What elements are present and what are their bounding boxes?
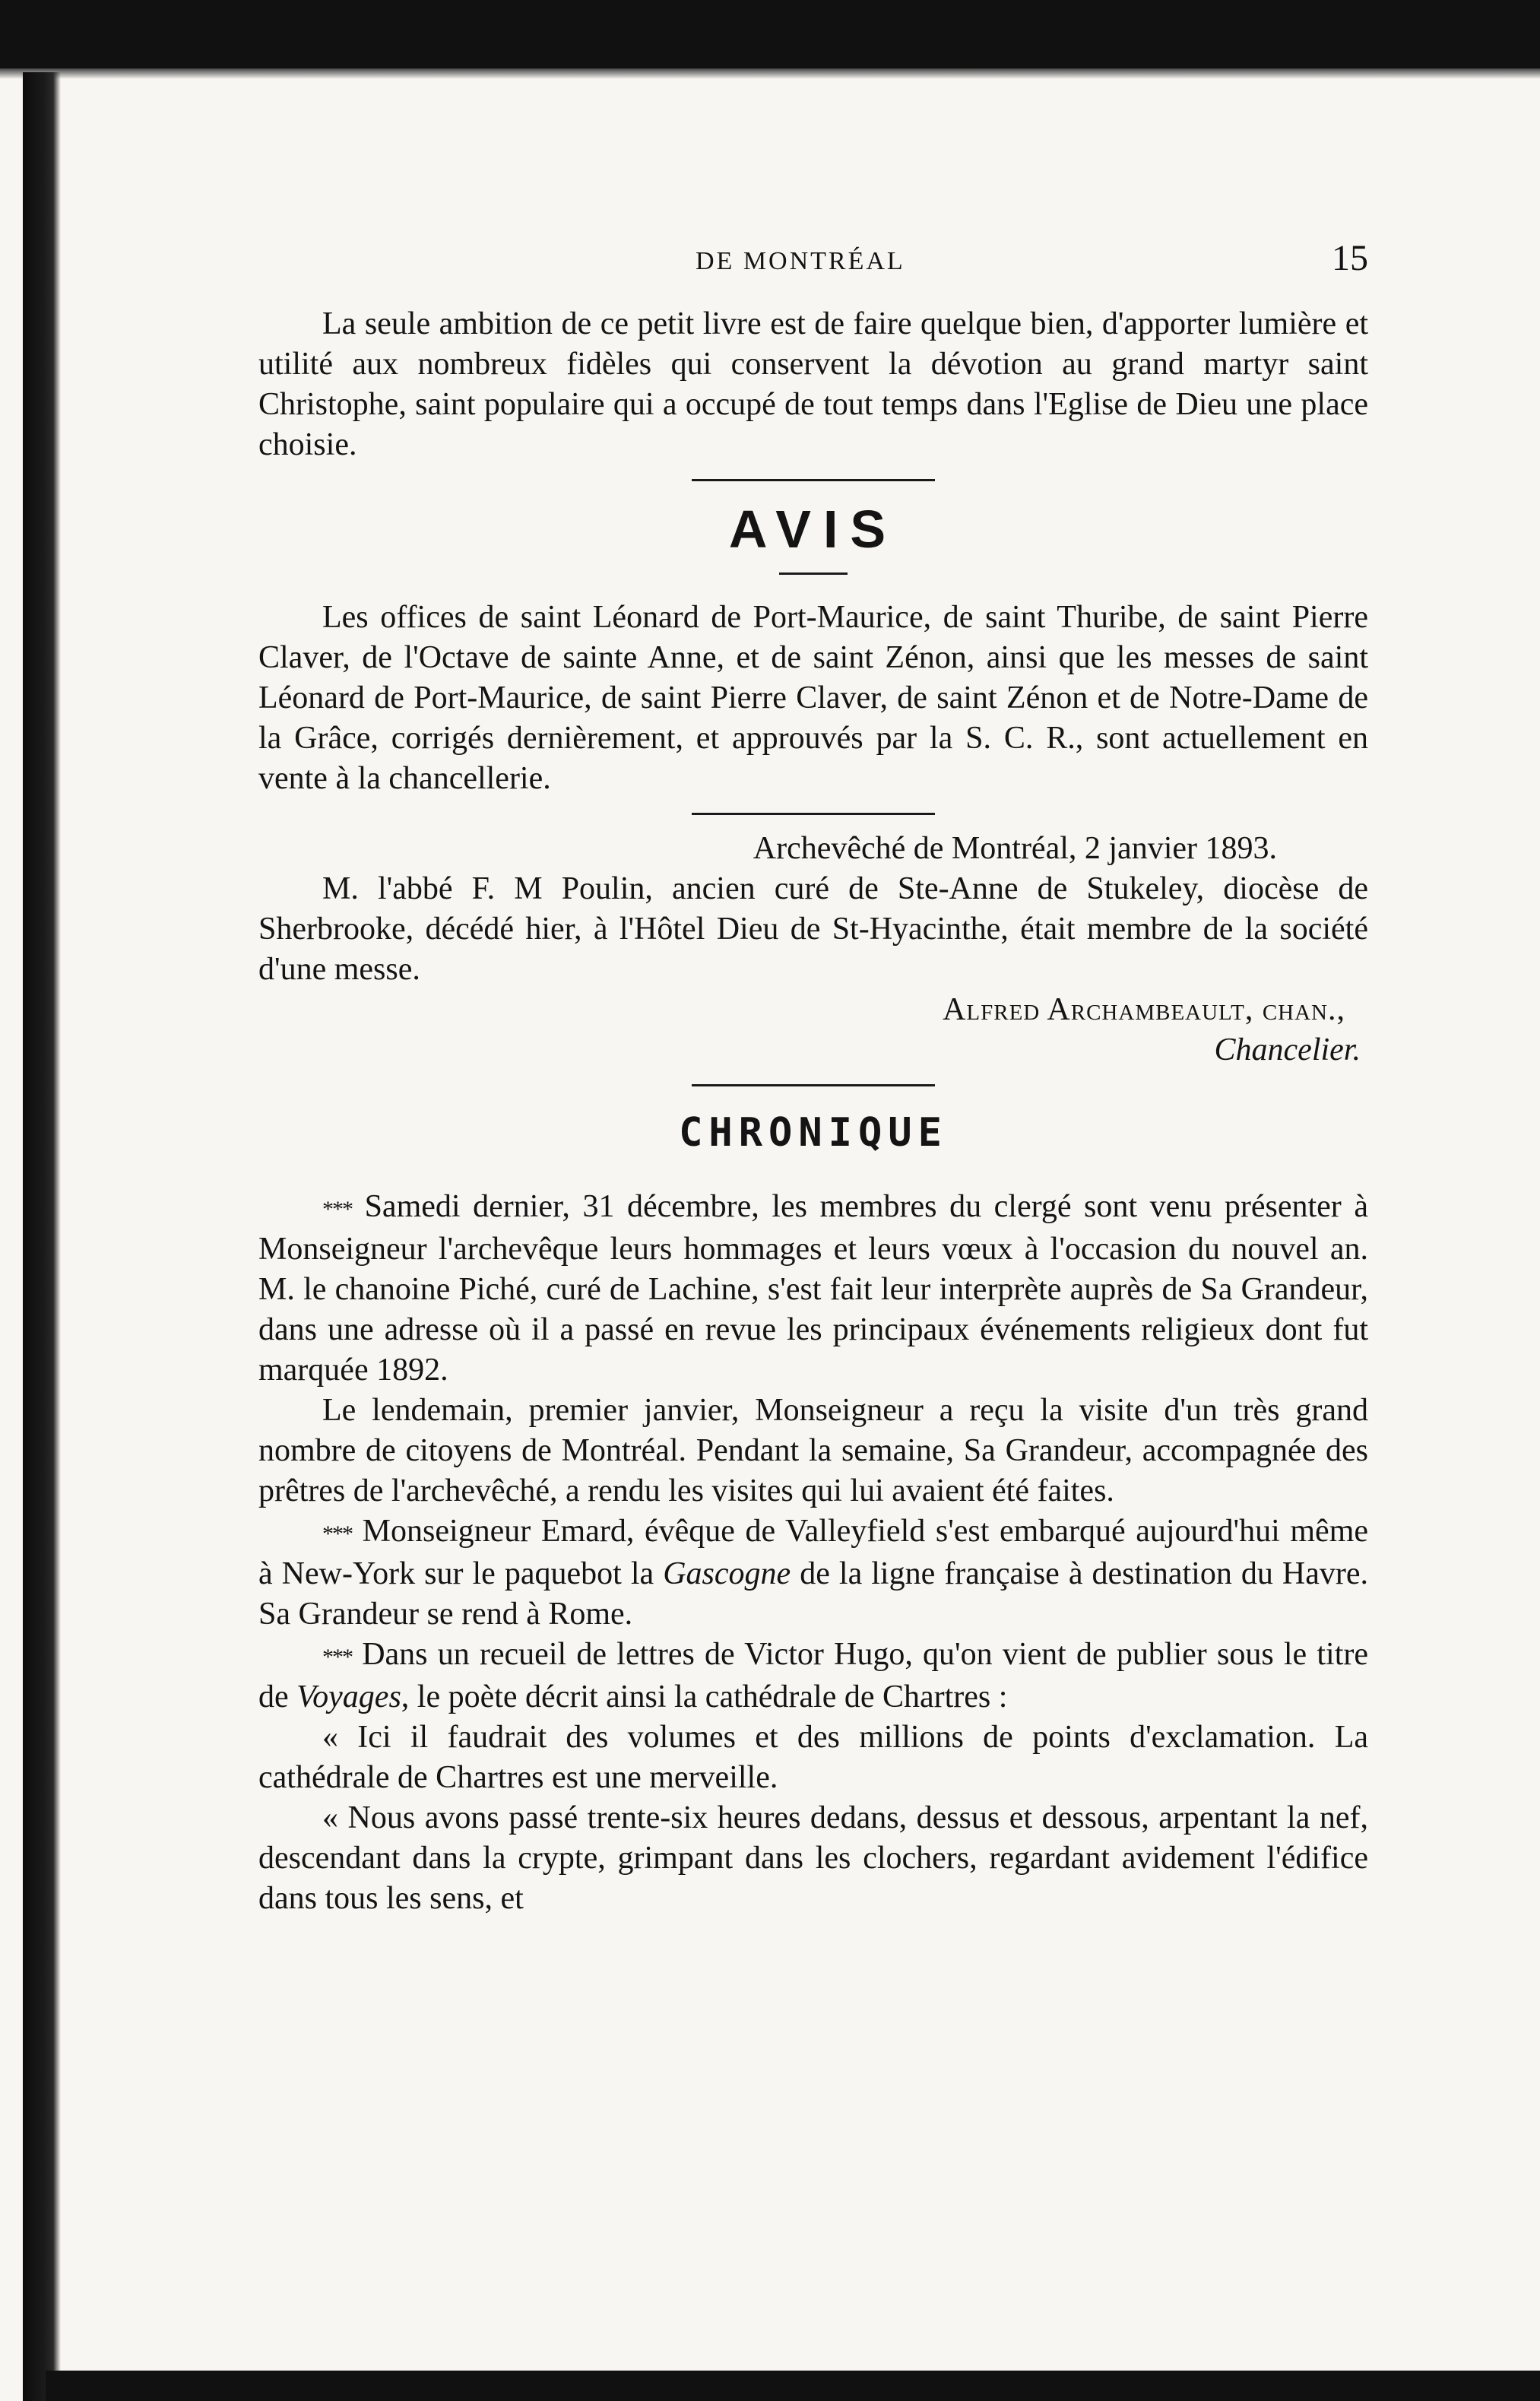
chronique-paragraph-5: « Ici il faudrait des volumes et des millions de points d'exclamation. La cathédrale de Chartres est une merveille. <box>258 1719 1368 1795</box>
page-content <box>258 220 1368 1919</box>
running-title: DE MONTRÉAL <box>696 247 905 275</box>
chronique-paragraph-6: « Nous avons passé trente-six heures dedans, dessus et dessous, arpentant la nef, descendant dans la crypte, grimpant dans les clochers, regardant avidement l'édifice dans tous les sens, et <box>258 1800 1368 1916</box>
signature-name-text: Alfred Archambeault, chan., <box>943 992 1345 1027</box>
chronique-text-3b: de la ligne française à destination du Havre. Sa Grandeur se rend à Rome. <box>258 1556 1369 1632</box>
section-divider <box>692 479 935 481</box>
avis-notice: M. l'abbé F. M Poulin, ancien curé de Ste-Anne de Stukeley, diocèse de Sherbrooke, décédé hier, à l'Hôtel Dieu de St-Hyacinthe, était membre de la société d'une messe. <box>258 871 1368 987</box>
asterism-icon: *** <box>322 1196 352 1222</box>
book-title: Voyages <box>296 1679 401 1714</box>
scan-left-border <box>23 72 61 2401</box>
scan-top-shadow <box>0 68 1540 79</box>
chronique-text-1: Samedi dernier, 31 décembre, les membres du clergé sont venu présenter à Monseigneur l'archevêque leurs hommages et leurs vœux à l'occasion du nouvel an. M. le chanoine Piché, curé de Lachine, s'est fait leur interprète auprès de Sa Grandeur, dans une adresse où il a passé en revue les principaux événements religieux dont fut marquée 1892. <box>258 1189 1368 1388</box>
page-header <box>258 220 1368 304</box>
scan-bottom-border <box>46 2371 1540 2401</box>
chronique-text-4a: Dans un recueil de lettres de Victor Hugo, qu'on vient de publier sous le titre de <box>258 1636 1369 1714</box>
section-divider <box>692 813 935 815</box>
avis-heading: AVIS <box>728 500 898 559</box>
signature-title: Chancelier. <box>1214 1032 1361 1067</box>
chronique-paragraph-3 <box>258 1511 1368 1635</box>
avis-body: Les offices de saint Léonard de Port-Maurice, de saint Thuribe, de saint Pierre Claver, de l'Octave de sainte Anne, et de saint Zénon, ainsi que les messes de saint Léonard de Port-Maurice, de saint Pierre Claver, de saint Zénon et de Notre-Dame de la Grâce, corrigés dernièrement, et approuvés par la S. C. R., sont actuellement en vente à la chancellerie. <box>258 600 1368 796</box>
asterism-icon: *** <box>322 1521 352 1546</box>
signature-name <box>258 990 1368 1030</box>
chronique-heading: CHRONIQUE <box>679 1110 948 1156</box>
chronique-paragraph-4 <box>258 1635 1368 1717</box>
chronique-text-3a: Monseigneur Emard, évêque de Valleyfield s'est embarqué aujourd'hui même à New-York sur le paquebot la <box>258 1513 1369 1591</box>
section-divider <box>692 1084 935 1086</box>
scan-top-border <box>0 0 1540 68</box>
page-number: 15 <box>1332 238 1368 278</box>
asterism-icon: *** <box>322 1644 352 1670</box>
chronique-paragraph-2: Le lendemain, premier janvier, Monseigneur a reçu la visite d'un très grand nombre de citoyens de Montréal. Pendant la semaine, Sa Grandeur, accompagnée des prêtres de l'archevêché, a rendu les visites qui lui avaient été faites. <box>258 1392 1368 1508</box>
heading-underline <box>779 572 848 575</box>
avis-date-line: Archevêché de Montréal, 2 janvier 1893. <box>753 831 1277 866</box>
ship-name: Gascogne <box>663 1556 791 1591</box>
intro-paragraph: La seule ambition de ce petit livre est de faire quelque bien, d'apporter lumière et utilité aux nombreux fidèles qui conservent la dévotion au grand martyr saint Christophe, saint populaire qui a occupé de tout temps dans l'Eglise de Dieu une place choisie. <box>258 306 1368 462</box>
chronique-paragraph-1 <box>258 1187 1368 1391</box>
chronique-text-4b: , le poète décrit ainsi la cathédrale de Chartres : <box>401 1679 1008 1714</box>
